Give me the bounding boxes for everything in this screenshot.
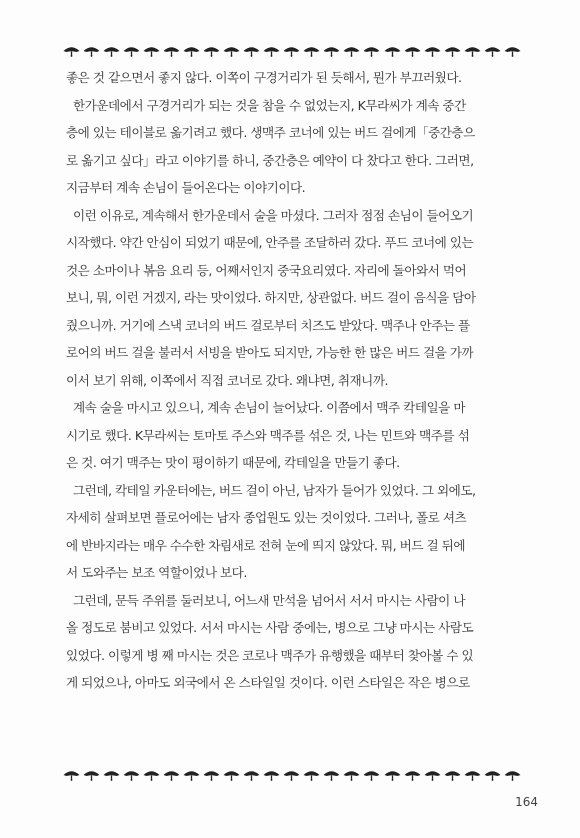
fan-ornament-icon <box>464 45 481 57</box>
fan-ornament-icon <box>283 769 300 781</box>
fan-ornament-icon <box>283 45 300 57</box>
text-line: 게 되었으나, 아마도 외국에서 온 스타일일 것이다. 이런 스타일은 작은 병으로 <box>66 675 470 690</box>
fan-ornament-icon <box>404 769 421 781</box>
paragraph <box>66 202 524 395</box>
fan-ornament-icon <box>183 769 200 781</box>
page-body <box>66 64 524 697</box>
fan-ornament-icon <box>323 769 340 781</box>
fan-ornament-icon <box>444 769 461 781</box>
text-line: 올 정도로 붐비고 있었다. 서서 마시는 사람 중에는, 병으로 그냥 마시는 사람도 <box>66 620 474 635</box>
fan-ornament-icon <box>363 45 380 57</box>
fan-ornament-icon <box>484 45 501 57</box>
text-line: 좋은 것 같으면서 좋지 않다. 이쪽이 구경거리가 된 듯해서, 뭔가 부끄러웠다. <box>66 70 462 85</box>
fan-ornament-icon <box>464 769 481 781</box>
paragraph <box>66 587 524 697</box>
fan-ornament-icon <box>343 769 360 781</box>
text-line: 계속 술을 마시고 있으니, 계속 손님이 늘어났다. 이쯤에서 맥주 칵테일을 마 <box>73 400 466 415</box>
fan-ornament-icon <box>143 45 160 57</box>
fan-ornament-icon <box>223 45 240 57</box>
text-line: 에 반바지라는 매우 수수한 차림새로 전혀 눈에 띄지 않았다. 뭐, 버드 걸 뒤에 <box>66 537 466 553</box>
top-ornament-border <box>63 43 521 59</box>
text-line: 은 것. 여기 맥주는 맛이 평이하기 때문에, 칵테일을 만들기 좋다. <box>66 455 400 470</box>
fan-ornament-icon <box>203 45 220 57</box>
text-line: 로 옮기고 싶다」라고 이야기를 하니, 중간층은 예약이 다 찼다고 한다. 그러면, <box>66 152 474 168</box>
text-line: 한가운데에서 구경거리가 되는 것을 참을 수 없었는지, K무라씨가 계속 중간 <box>73 97 466 113</box>
fan-ornament-icon <box>63 45 80 57</box>
text-line: 보니, 뭐, 이런 거겠지, 라는 맛이었다. 하지만, 상관없다. 버드 걸이 음식을 담아 <box>66 290 476 305</box>
bottom-ornament-border <box>63 767 521 783</box>
paragraph <box>66 477 524 587</box>
text-line: 줬으니까. 거기에 스낵 코너의 버드 걸로부터 치즈도 받았다. 맥주나 안주는 플 <box>66 317 470 333</box>
text-line: 지금부터 계속 손님이 들어온다는 이야기이다. <box>66 180 306 195</box>
fan-ornament-icon <box>143 769 160 781</box>
fan-ornament-icon <box>203 769 220 781</box>
fan-ornament-icon <box>263 45 280 57</box>
fan-ornament-icon <box>424 45 441 57</box>
text-line: 로어의 버드 걸을 불러서 서빙을 받아도 되지만, 가능한 한 많은 버드 걸을 가까 <box>66 345 474 360</box>
fan-ornament-icon <box>363 769 380 781</box>
fan-ornament-icon <box>343 45 360 57</box>
fan-ornament-icon <box>83 45 100 57</box>
fan-ornament-icon <box>83 769 100 781</box>
fan-ornament-icon <box>163 769 180 781</box>
paragraph <box>66 92 524 202</box>
fan-ornament-icon <box>223 769 240 781</box>
text-line: 그런데, 칵테일 카운터에는, 버드 걸이 아닌, 남자가 들어가 있었다. 그 외에도, <box>73 482 476 498</box>
fan-ornament-icon <box>263 769 280 781</box>
text-line: 시기로 했다. K무라씨는 토마토 주스와 맥주를 섞은 것, 나는 민트와 맥주를 섞 <box>66 427 470 443</box>
fan-ornament-icon <box>424 769 441 781</box>
fan-ornament-icon <box>243 769 260 781</box>
fan-ornament-icon <box>123 769 140 781</box>
page-number: 164 <box>515 795 538 809</box>
fan-ornament-icon <box>243 45 260 57</box>
fan-ornament-icon <box>103 769 120 781</box>
fan-ornament-icon <box>484 769 501 781</box>
text-line: 서 도와주는 보조 역할이었나 보다. <box>66 565 247 580</box>
fan-ornament-icon <box>63 769 80 781</box>
fan-ornament-icon <box>303 45 320 57</box>
text-line: 그런데, 문득 주위를 둘러보니, 어느새 만석을 넘어서 서서 마시는 사람이 나 <box>73 592 466 608</box>
fan-ornament-icon <box>163 45 180 57</box>
text-line: 시작했다. 약간 안심이 되었기 때문에, 안주를 조달하러 갔다. 푸드 코너에 있는 <box>66 235 474 250</box>
fan-ornament-icon <box>504 45 521 57</box>
fan-ornament-icon <box>504 769 521 781</box>
text-line: 것은 소마이나 볶음 요리 등, 어째서인지 중국요리였다. 자리에 돌아와서 먹어 <box>66 262 467 278</box>
text-line: 이서 보기 위해, 이쪽에서 직접 코너로 갔다. 왜냐면, 취재니까. <box>66 372 389 388</box>
fan-ornament-icon <box>384 769 401 781</box>
fan-ornament-icon <box>303 769 320 781</box>
paragraph <box>66 64 524 92</box>
paragraph <box>66 394 524 477</box>
fan-ornament-icon <box>123 45 140 57</box>
fan-ornament-icon <box>444 45 461 57</box>
fan-ornament-icon <box>323 45 340 57</box>
fan-ornament-icon <box>404 45 421 57</box>
fan-ornament-icon <box>183 45 200 57</box>
text-line: 있었다. 이렇게 병 째 마시는 것은 코로나 맥주가 유행했을 때부터 찾아볼 수 있 <box>66 647 474 663</box>
text-line: 층에 있는 테이블로 옮기려고 했다. 생맥주 코너에 있는 버드 걸에게「중간층으 <box>66 125 475 140</box>
text-line: 이런 이유로, 계속해서 한가운데서 술을 마셨다. 그러자 점점 손님이 들어오기 <box>73 207 474 223</box>
fan-ornament-icon <box>384 45 401 57</box>
fan-ornament-icon <box>103 45 120 57</box>
text-line: 자세히 살펴보면 플로어에는 남자 종업원도 있는 것이었다. 그러나, 폴로 셔츠 <box>66 510 467 525</box>
